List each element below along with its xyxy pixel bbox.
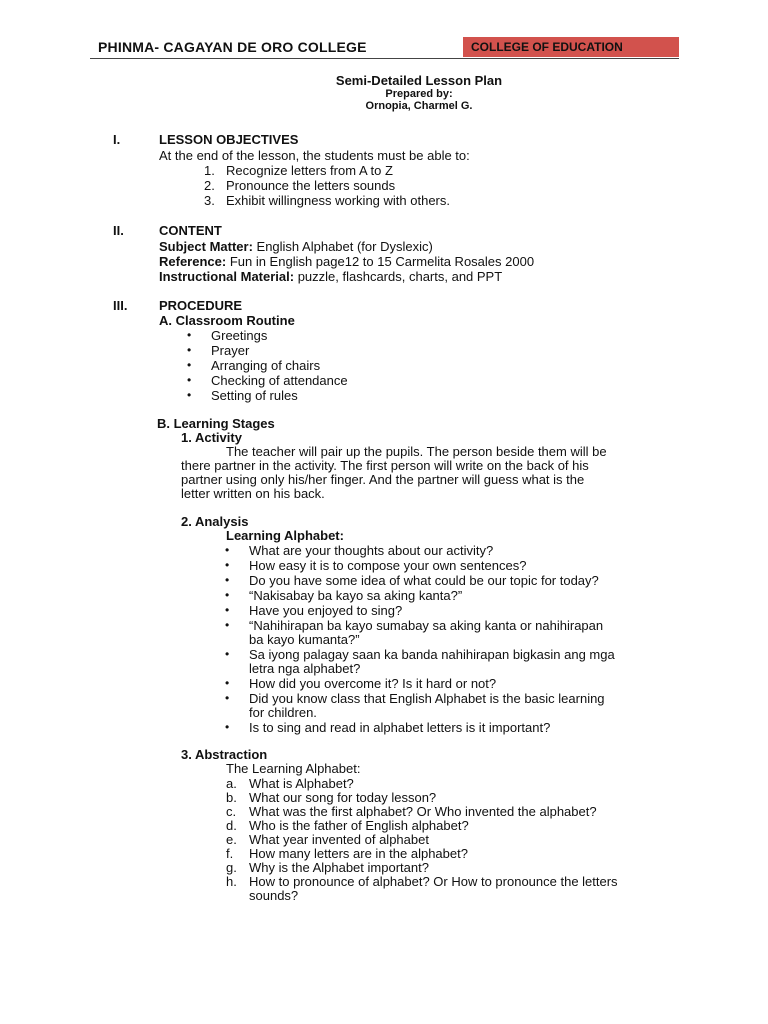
analysis-question: • Sa iyong palagay saan ka banda nahihirapan bigkasin ang mga [249, 647, 615, 662]
abstraction-letter: c. [226, 804, 237, 819]
analysis-question: • Is to sing and read in alphabet letters is it important? [249, 720, 550, 735]
section-number-content: II. [113, 223, 124, 238]
abstraction-question: What was the first alphabet? Or Who invented the alphabet? [249, 804, 597, 819]
abstraction-question: What is Alphabet? [249, 776, 354, 791]
learning-stages-heading: B. Learning Stages [157, 416, 275, 431]
activity-line: there partner in the activity. The first person will write on the back of his [181, 458, 589, 473]
analysis-question: • “Nahihirapan ba kayo sumabay sa aking kanta or nahihirapan [249, 618, 603, 633]
analysis-question: • Did you know class that English Alphabet is the basic learning [249, 691, 605, 706]
analysis-heading: 2. Analysis [181, 514, 249, 529]
abstraction-question-continuation: sounds? [249, 888, 299, 903]
activity-line: partner using only his/her finger. And the partner will guess what is the [181, 472, 585, 487]
objectives-intro: At the end of the lesson, the students must be able to: [159, 148, 470, 163]
document-title: Semi-Detailed Lesson Plan [335, 73, 503, 88]
abstraction-letter: h. [226, 874, 237, 889]
abstraction-question: What year invented of alphabet [249, 832, 429, 847]
activity-heading: 1. Activity [181, 430, 242, 445]
abstraction-intro: The Learning Alphabet: [226, 761, 361, 776]
abstraction-question: How many letters are in the alphabet? [249, 846, 468, 861]
routine-list-item: • Prayer [211, 343, 249, 358]
analysis-question-continuation: ba kayo kumanta?” [249, 632, 360, 647]
analysis-subheading: Learning Alphabet: [226, 528, 344, 543]
section-number-procedure: III. [113, 298, 128, 313]
analysis-question-continuation: letra nga alphabet? [249, 661, 361, 676]
analysis-question: • “Nakisabay ba kayo sa aking kanta?” [249, 588, 462, 603]
page-header [90, 36, 679, 59]
activity-line: letter written on his back. [181, 486, 325, 501]
reference-label: Reference: [159, 254, 227, 269]
subject-matter-label: Subject Matter: [159, 239, 253, 254]
section-heading-procedure: PROCEDURE [159, 298, 243, 313]
classroom-routine-heading: A. Classroom Routine [159, 313, 295, 328]
instructional-material-line [159, 269, 502, 284]
analysis-question: • What are your thoughts about our activity? [249, 543, 493, 558]
analysis-question: • How easy it is to compose your own sentences? [249, 558, 526, 573]
college-badge: COLLEGE OF EDUCATION [463, 37, 679, 57]
abstraction-heading: 3. Abstraction [181, 747, 268, 762]
abstraction-letter: g. [226, 860, 237, 875]
abstraction-letter: a. [226, 776, 237, 791]
analysis-question: • How did you overcome it? Is it hard or not? [249, 676, 496, 691]
routine-list-item: • Setting of rules [211, 388, 298, 403]
abstraction-question: Who is the father of English alphabet? [249, 818, 469, 833]
section-heading-content: CONTENT [159, 223, 222, 238]
analysis-question: • Do you have some idea of what could be our topic for today? [249, 573, 599, 588]
abstraction-letter: e. [226, 832, 237, 847]
abstraction-question: Why is the Alphabet important? [249, 860, 429, 875]
reference-line [159, 254, 534, 269]
abstraction-question: What our song for today lesson? [249, 790, 437, 805]
author-name: Ornopia, Charmel G. [365, 100, 473, 112]
objective-item: Recognize letters from A to Z [226, 163, 393, 178]
activity-line: The teacher will pair up the pupils. The person beside them will be [226, 444, 607, 459]
abstraction-question: How to pronounce of alphabet? Or How to pronounce the letters [249, 874, 618, 889]
title-block [0, 74, 768, 112]
analysis-question: • Have you enjoyed to sing? [249, 603, 402, 618]
objective-number: 2. [204, 178, 215, 193]
subject-matter-value: English Alphabet (for Dyslexic) [252, 239, 433, 254]
analysis-question-continuation: for children. [249, 705, 317, 720]
routine-list-item: • Arranging of chairs [211, 358, 320, 373]
abstraction-letter: b. [226, 790, 237, 805]
objective-number: 3. [204, 193, 215, 208]
abstraction-letter: f. [226, 846, 234, 861]
section-heading-objectives: LESSON OBJECTIVES [159, 132, 299, 147]
objective-item: Exhibit willingness working with others. [226, 193, 450, 208]
prepared-by-label: Prepared by: [385, 88, 453, 100]
section-number-objectives: I. [113, 132, 121, 147]
abstraction-letter: d. [226, 818, 237, 833]
subject-matter-line [159, 239, 433, 254]
instructional-material-value: puzzle, flashcards, charts, and PPT [294, 269, 503, 284]
routine-list-item: • Checking of attendance [211, 373, 348, 388]
reference-value: Fun in English page12 to 15 Carmelita Rosales 2000 [226, 254, 535, 269]
objective-number: 1. [204, 163, 215, 178]
school-name: PHINMA- CAGAYAN DE ORO COLLEGE [98, 39, 367, 55]
instructional-material-label: Instructional Material: [159, 269, 295, 284]
routine-list-item: • Greetings [211, 328, 267, 343]
objective-item: Pronounce the letters sounds [226, 178, 396, 193]
